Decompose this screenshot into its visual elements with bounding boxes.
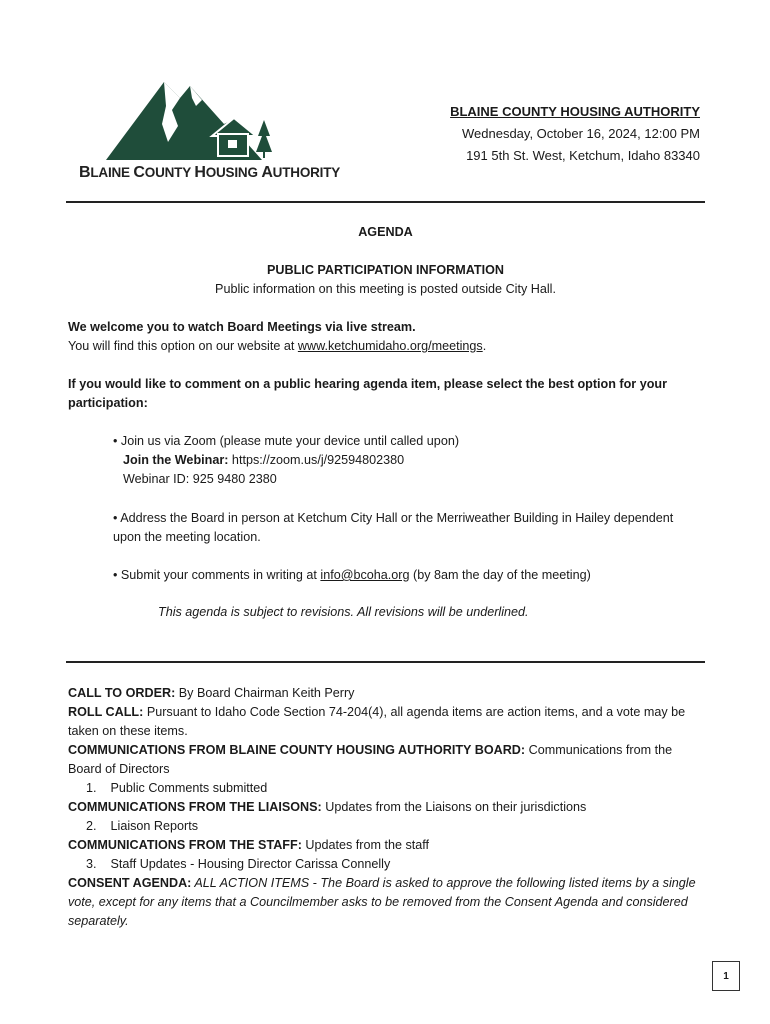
divider-top [66,201,705,203]
meeting-header [450,101,700,167]
communications-staff: COMMUNICATIONS FROM THE STAFF: Updates from the staff [68,838,430,852]
livestream-line: You will find this option on our website at www.ketchumidaho.org/meetings. [68,339,487,353]
webinar-line: Join the Webinar: https://zoom.us/j/92594802380 [123,453,405,467]
livestream-section [68,318,708,356]
webinar-url[interactable]: https://zoom.us/j/92594802380 [228,453,405,467]
revision-note: This agenda is subject to revisions. All revisions will be underlined. [158,605,529,619]
option-in-person: • Address the Board in person at Ketchum City Hall or the Merriweather Building in Hailey dependent upon the meeting location. [113,511,674,544]
agenda-title: AGENDA [358,225,413,239]
consent-agenda: CONSENT AGENDA: ALL ACTION ITEMS - The Board is asked to approve the following listed items by a single vote, except for any items that a Councilmember asks to be removed from the Consent Agenda and considered separately. [68,876,696,928]
agenda-items [68,684,704,931]
communications-liaisons: COMMUNICATIONS FROM THE LIAISONS: Updates from the Liaisons on their jurisdictions [68,800,587,814]
comment-intro: If you would like to comment on a public hearing agenda item, please select the best option for your participation: [68,377,667,410]
divider-bottom [66,661,705,663]
roll-call: ROLL CALL: Pursuant to Idaho Code Section 74-204(4), all agenda items are action items, and a vote may be taken on these items. [68,705,686,738]
zoom-line: • Join us via Zoom (please mute your device until called upon) [113,434,460,448]
call-to-order: CALL TO ORDER: By Board Chairman Keith Perry [68,686,355,700]
list-item: 3. Staff Updates - Housing Director Carissa Connelly [86,857,391,871]
mountain-house-icon [106,76,276,162]
email-link[interactable]: info@bcoha.org [320,568,410,582]
webinar-id: Webinar ID: 925 9480 2380 [123,472,277,486]
option-writing: • Submit your comments in writing at info@bcoha.org (by 8am the day of the meeting) [113,568,591,582]
option-zoom [113,432,703,489]
organization-name: BLAINE COUNTY HOUSING AUTHORITY [450,104,700,119]
list-item: 2. Liaison Reports [86,819,199,833]
livestream-heading: We welcome you to watch Board Meetings via live stream. [68,320,416,334]
meeting-datetime: Wednesday, October 16, 2024, 12:00 PM [462,126,700,141]
public-participation-line: Public information on this meeting is posted outside City Hall. [215,282,556,296]
list-item: 1. Public Comments submitted [86,781,268,795]
meeting-address: 191 5th St. West, Ketchum, Idaho 83340 [466,148,700,163]
page-number: 1 [712,961,740,991]
meetings-link[interactable]: www.ketchumidaho.org/meetings [297,339,483,353]
organization-logo [76,76,341,186]
logo-wordmark: BLAINE COUNTY HOUSING AUTHORITY [79,164,341,181]
communications-board: COMMUNICATIONS FROM BLAINE COUNTY HOUSING AUTHORITY BOARD: Communications from the Board of Directors [68,743,673,776]
public-participation-heading: PUBLIC PARTICIPATION INFORMATION [267,263,504,277]
